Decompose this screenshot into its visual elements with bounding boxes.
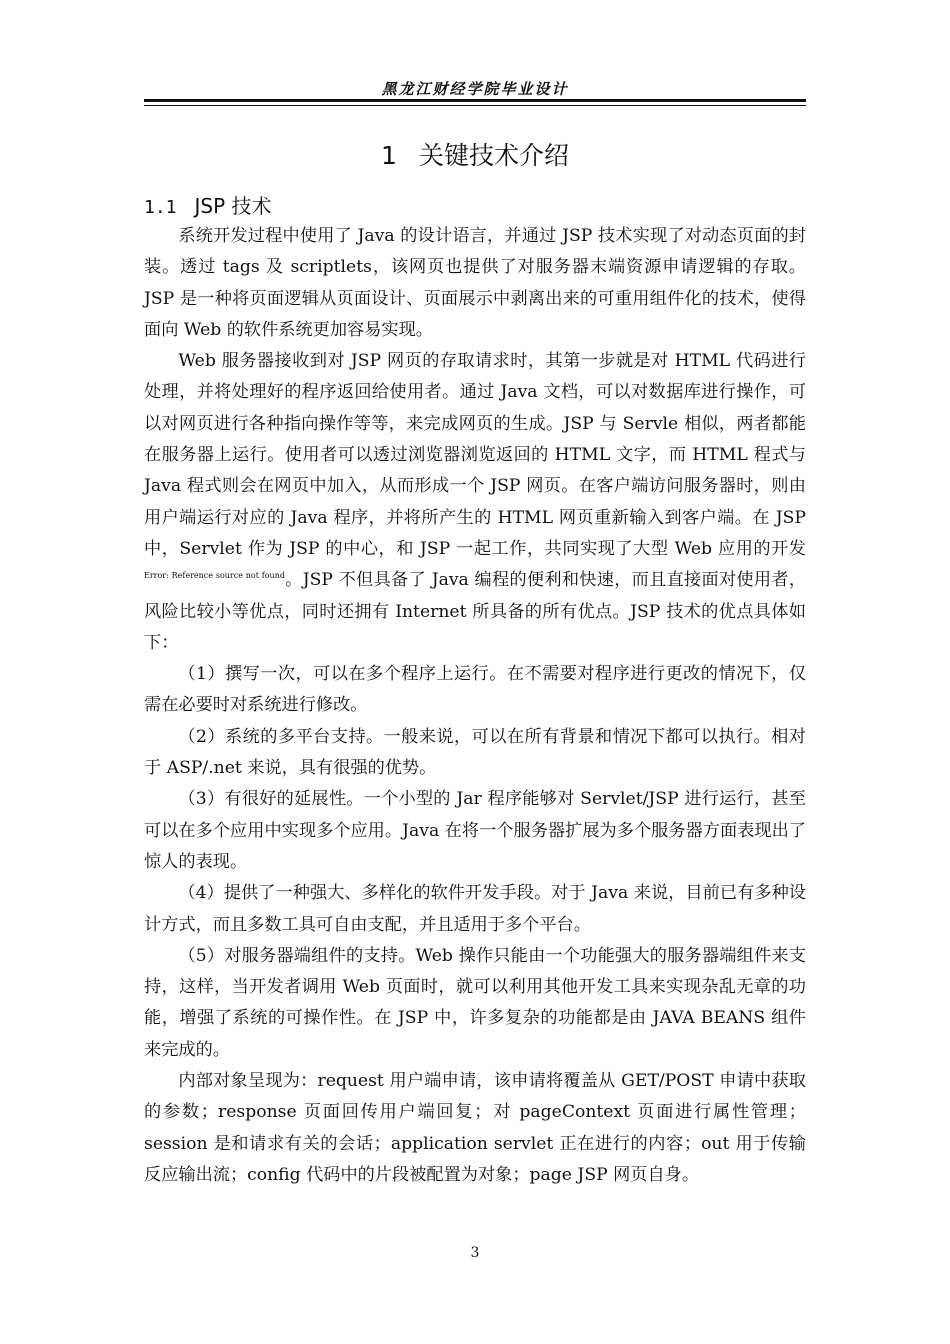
reference-error-note: Error: Reference source not found (144, 571, 285, 581)
section-title: JSP 技术 (194, 194, 272, 218)
paragraph-advantage-2: （2）系统的多平台支持。一般来说，可以在所有背景和情况下都可以执行。相对于 ASP/.net 来说，具有很强的优势。 (144, 726, 806, 779)
paragraph-advantage-1: （1）撰写一次，可以在多个程序上运行。在不需要对程序进行更改的情况下，仅需在必要时对系统进行修改。 (144, 664, 806, 716)
header-rule-thick (144, 99, 806, 102)
paragraph-advantage-4: （4）提供了一种强大、多样化的软件开发手段。对于 Java 来说，目前已有多种设计方式，而且多数工具可自由支配，并且适用于多个平台。 (144, 883, 806, 935)
chapter-title: 关键技术介绍 (418, 141, 569, 170)
page-number: 3 (470, 1245, 480, 1261)
chapter-heading (0, 136, 950, 172)
paragraph-web-server-text: Web 服务器接收到对 JSP 网页的存取请求时，其第一步就是对 HTML 代码进行处理，并将处理好的程序返回给使用者。通过 Java 文档，可以对数据库进行操作，可以对网页进行各种指向操作等等，来完成网页的生成。JSP 与 Servle 相似，两者都能在服务器上运行。使用者可以透过浏览器浏览返回的 HTML 文字，而 HTML 程式与 Java 程式则会在网页中加入，从而形成一个 JSP 网页。在客户端访问服务器时，则由用户端运行对应的 Java 程序，并将所产生的 HTML 网页重新输入到客户端。在 JSP 中，Servlet 作为 JSP 的中心，和 JSP 一起工作，共同实现了大型 Web 应用的开发 (144, 351, 806, 559)
body-text (144, 221, 806, 1191)
paragraph-advantage-3: （3）有很好的延展性。一个小型的 Jar 程序能够对 Servlet/JSP 进行运行，甚至可以在多个应用中实现多个应用。Java 在将一个服务器扩展为多个服务器方面表现出了惊人的表现。 (144, 789, 806, 872)
paragraph-web-server-continued: 。JSP 不但具备了 Java 编程的便利和快速，而且直接面对使用者，风险比较小等优点，同时还拥有 Internet 所具备的所有优点。JSP 技术的优点具体如下： (144, 570, 807, 653)
section-number: 1.1 (144, 197, 177, 218)
running-header-title: 黑龙江财经学院毕业设计 (381, 80, 569, 98)
paragraph-web-server (144, 346, 806, 659)
paragraph-advantage-5: （5）对服务器端组件的支持。Web 操作只能由一个功能强大的服务器端组件来支持，这样，当开发者调用 Web 页面时，就可以利用其他开发工具来实现杂乱无章的功能，增强了系统的可操作性。在 JSP 中，许多复杂的功能都是由 JAVA BEANS 组件来完成的。 (144, 945, 806, 1060)
paragraph-intro: 系统开发过程中使用了 Java 的设计语言，并通过 JSP 技术实现了对动态页面的封装。透过 tags 及 scriptlets，该网页也提供了对服务器末端资源申请逻辑的存取。JSP 是一种将页面逻辑从页面设计、页面展示中剥离出来的可重用组件化的技术，使得面向 Web 的软件系统更加容易实现。 (144, 226, 806, 340)
header-rule-thin (144, 105, 806, 106)
section-heading (144, 190, 272, 219)
paragraph-internal-objects: 内部对象呈现为：request 用户端申请，该申请将覆盖从 GET/POST 申请中获取的参数；response 页面回传用户端回复；对 pageContext 页面进行属性管理；session 是和请求有关的会话；application servlet 正在进行的内容；out 用于传输反应输出流；config 代码中的片段被配置为对象；page JSP 网页自身。 (144, 1071, 806, 1185)
chapter-number: 1 (381, 141, 397, 170)
